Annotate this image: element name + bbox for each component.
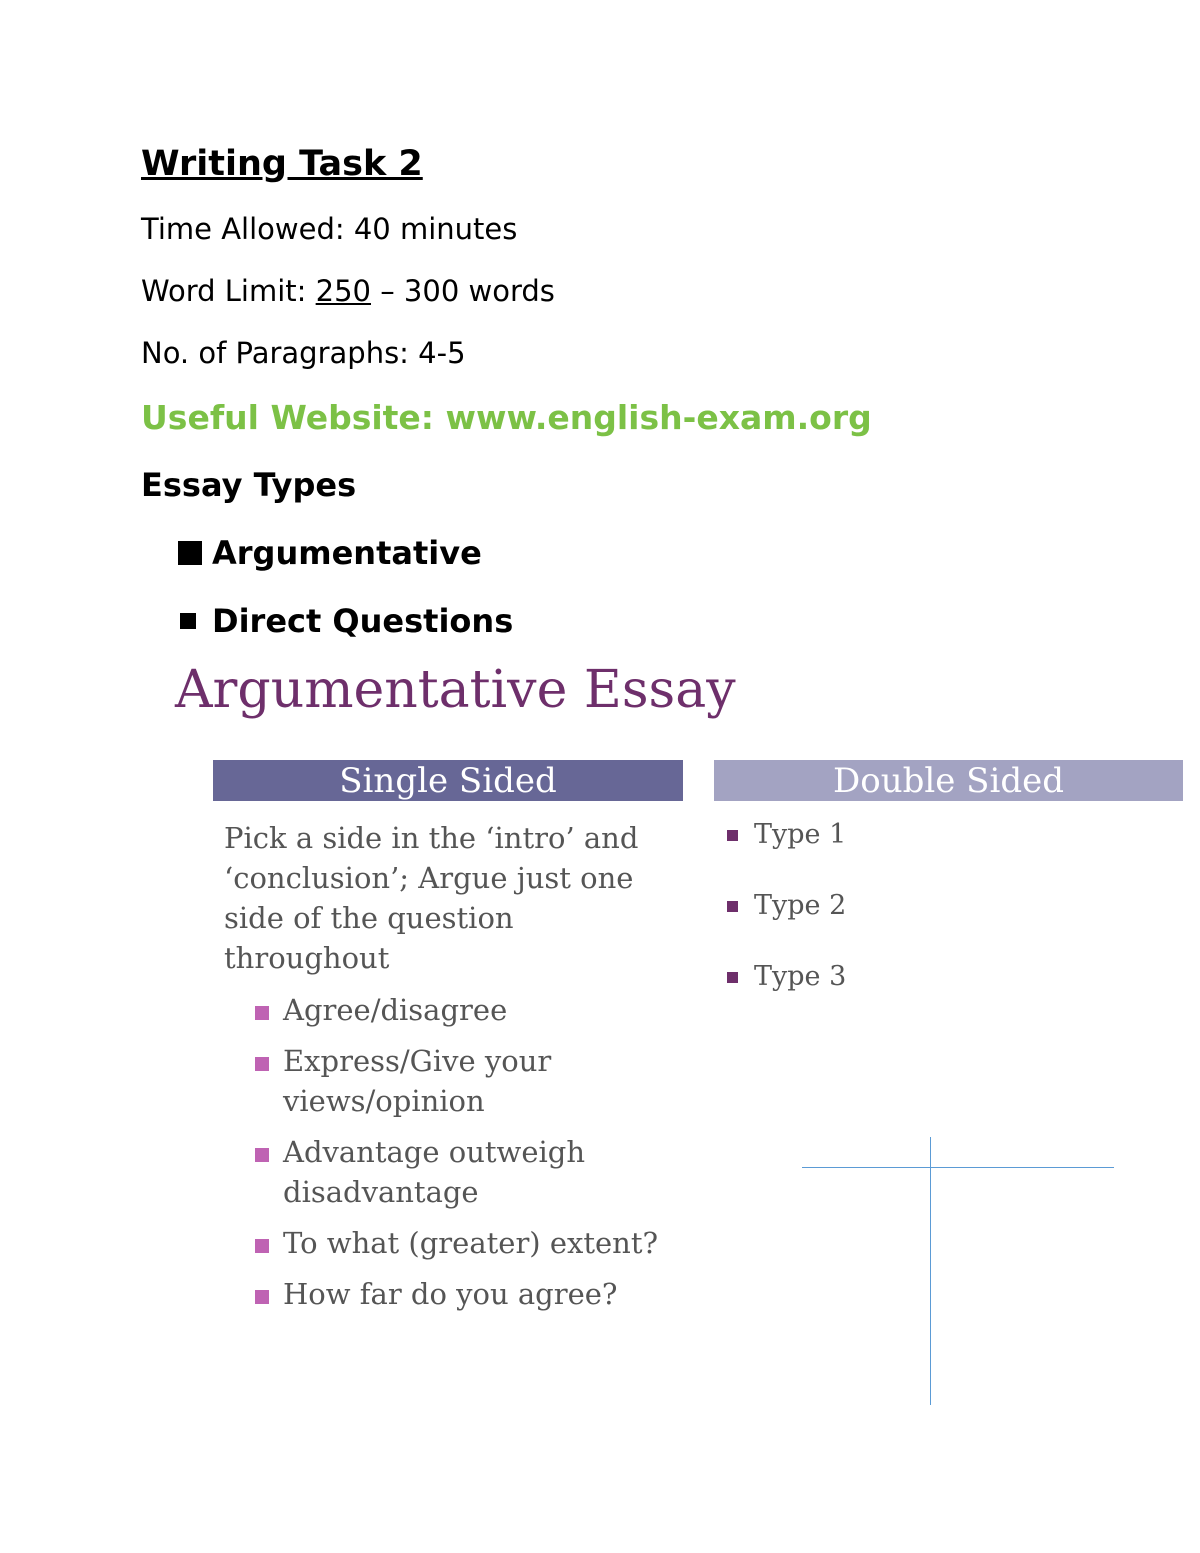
- square-bullet-icon: [180, 613, 196, 629]
- single-sided-list: [255, 990, 675, 1325]
- square-bullet-icon: [255, 1148, 269, 1162]
- list-item: [255, 1274, 675, 1314]
- word-limit-prefix: Word Limit:: [141, 274, 316, 308]
- word-limit: [141, 274, 555, 308]
- vertical-guide-line: [930, 1137, 931, 1405]
- double-sided-header: Double Sided: [714, 760, 1183, 801]
- list-item-label: Agree/disagree: [283, 993, 508, 1027]
- list-item: [727, 887, 846, 925]
- double-sided-list: [727, 816, 846, 1029]
- list-item: [727, 958, 846, 996]
- list-item-label: How far do you agree?: [283, 1277, 618, 1311]
- list-item-label: Type 1: [754, 819, 847, 850]
- square-bullet-icon: [255, 1239, 269, 1253]
- square-bullet-icon: [255, 1006, 269, 1020]
- essay-type-label: Direct Questions: [212, 602, 514, 640]
- list-item-label: Type 3: [754, 961, 847, 992]
- list-item: [255, 1041, 675, 1121]
- square-bullet-icon: [727, 830, 738, 841]
- horizontal-guide-line: [802, 1167, 1114, 1168]
- time-allowed: Time Allowed: 40 minutes: [141, 212, 518, 246]
- essay-type-label: Argumentative: [212, 534, 482, 572]
- list-item-label: Advantage outweigh disadvantage: [283, 1135, 586, 1209]
- list-item: [727, 816, 846, 854]
- square-bullet-icon: [727, 972, 738, 983]
- square-bullet-icon: [727, 901, 738, 912]
- list-item: [255, 1132, 675, 1212]
- square-bullet-icon: [255, 1057, 269, 1071]
- document-title: Writing Task 2: [141, 144, 423, 184]
- essay-types-heading: Essay Types: [141, 466, 357, 504]
- essay-type-argumentative: [178, 534, 482, 572]
- square-bullet-icon: [255, 1290, 269, 1304]
- list-item-label: Express/Give your views/opinion: [283, 1044, 552, 1118]
- single-sided-description: Pick a side in the ‘intro’ and ‘conclusion’; Argue just one side of the question throughout: [224, 821, 639, 975]
- list-item-label: Type 2: [754, 890, 847, 921]
- paragraph-count: No. of Paragraphs: 4-5: [141, 336, 466, 370]
- list-item-label: To what (greater) extent?: [283, 1226, 659, 1260]
- list-item: [255, 990, 675, 1030]
- word-limit-suffix: – 300 words: [371, 274, 555, 308]
- word-limit-min: 250: [315, 274, 371, 308]
- single-sided-header: Single Sided: [213, 760, 683, 801]
- square-bullet-icon: [178, 541, 202, 565]
- essay-type-direct-questions: [178, 602, 513, 640]
- useful-website: Useful Website: www.english-exam.org: [141, 398, 872, 437]
- list-item: [255, 1223, 675, 1263]
- slide-title: Argumentative Essay: [175, 660, 736, 720]
